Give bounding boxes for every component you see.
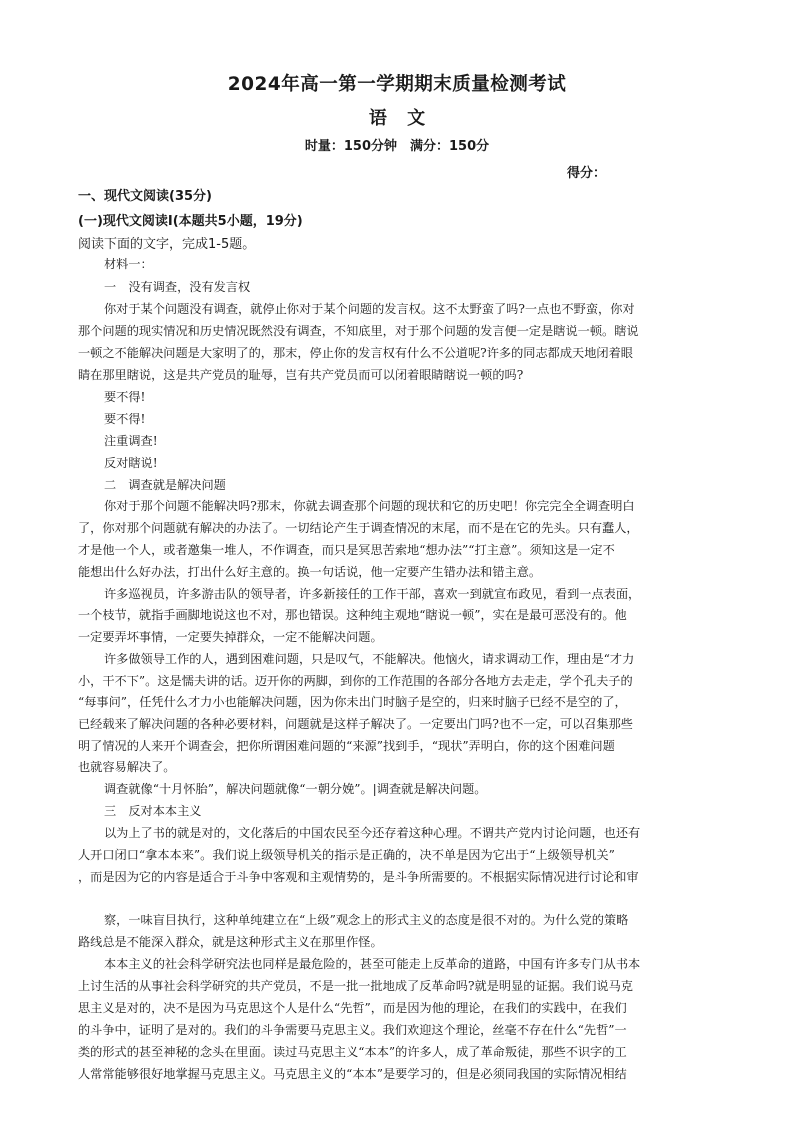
text-line: 要不得! — [104, 390, 146, 404]
text-line: 注重调查! — [104, 434, 158, 448]
text-line: 一定要弄坏事情，一定要失掉群众，一定不能解决问题。 — [78, 630, 383, 644]
text-line: 人常常能够很好地掌握马克思主义。马克思主义的“本本”是要学习的，但是必须同我国的实际情况相结 — [78, 1067, 627, 1081]
text-line: 才是他一个人，或者邀集一堆人，不作调查，而只是冥思苦索地“想办法”“打主意”。须知这是一定不 — [78, 543, 615, 557]
text-line: 思主义是对的，决不是因为马克思这个人是什么“先哲”，而是因为他的理论，在我们的实践中，在我们 — [78, 1001, 627, 1015]
text-line: 以为上了书的就是对的，文化落后的中国农民至今还存着这种心理。不谓共产党内讨论问题，也还有 — [104, 826, 641, 840]
text-line: 一顿之不能解决问题是大家明了的，那末，停止你的发言权有什么不公道呢?许多的同志都成天地闭着眼 — [78, 346, 633, 360]
text-line: 已经载来了解决问题的各种必要材料，问题就是这样子解决了。一定要出门吗?也不一定，可以召集那些 — [78, 717, 633, 731]
text-line: 也就容易解决了。 — [78, 760, 176, 774]
text-line: 那个问题的现实情况和历史情况既然没有调查，不知底里，对于那个问题的发言便一定是瞎说一顿。瞎说 — [78, 324, 639, 338]
text-line: 三 反对本本主义 — [104, 804, 202, 818]
instruction-text: 阅读下面的文字，完成1-5题。 — [78, 237, 256, 252]
text-line: 要不得! — [104, 412, 146, 426]
exam-meta: 时量：150分钟 满分：150分 — [304, 139, 490, 154]
text-line: “每事问”，任凭什么才力小也能解决问题，因为你未出门时脑子是空的，归来时脑子已经不是空的了， — [78, 695, 627, 709]
text-line: 你对于那个问题不能解决吗?那末，你就去调查那个问题的现状和它的历史吧！你完完全全调查明白 — [104, 499, 635, 513]
text-line: 小，干不下”。这是懦夫讲的话。迈开你的两脚，到你的工作范围的各部分各地方去走走，学个孔夫子的 — [78, 674, 633, 688]
text-line: 许多巡视员，许多游击队的领导者，许多新接任的工作干部，喜欢一到就宣布政见，看到一点表面， — [104, 587, 641, 601]
section-heading: 一、现代文阅读(35分) — [78, 189, 212, 204]
text-line: 上讨生活的从事社会科学研究的共产党员，不是一批一批地成了反革命吗?就是明显的证据。我们说马克 — [78, 979, 633, 993]
text-line: 你对于某个问题没有调查，就停止你对于某个问题的发言权。这不太野蛮了吗?一点也不野蛮，你对 — [104, 302, 635, 316]
text-line: 许多做领导工作的人，遇到困难问题，只是叹气，不能解决。他恼火，请求调动工作，理由是“才力 — [104, 652, 635, 666]
text-line: 类的形式的甚至神秘的念头在里面。读过马克思主义“本本”的许多人，成了革命叛徒，那些不识字的工 — [78, 1045, 627, 1059]
subject-heading: 语 文 — [368, 108, 426, 129]
text-line: ，而是因为它的内容是适合于斗争中客观和主观情势的，是斗争所需要的。不根据实际情况进行讨论和审 — [78, 870, 639, 884]
exam-title: 2024年高一第一学期期末质量检测考试 — [227, 74, 567, 95]
text-line: 了，你对那个问题就有解决的办法了。一切结论产生于调查情况的末尾，而不是在它的先头。只有蠢人， — [78, 521, 639, 535]
text-line: 本本主义的社会科学研究法也同样是最危险的，甚至可能走上反革命的道路，中国有许多专门从书本 — [104, 957, 641, 971]
score-label: 得分： — [567, 166, 607, 181]
text-line: 调查就像“十月怀胎”，解决问题就像“一朝分娩”。|调查就是解决问题。 — [104, 782, 487, 796]
text-line: 人开口闭口“拿本本来”。我们说上级领导机关的指示是正确的，决不单是因为它出于“上级领导机关” — [78, 848, 615, 862]
text-line: 二 调查就是解决问题 — [104, 478, 226, 492]
text-line: 明了情况的人来开个调查会，把你所谓困难问题的“来源”找到手，“现状”弄明白，你的这个困难问题 — [78, 739, 615, 753]
text-line: 的斗争中，证明了是对的。我们的斗争需要马克思主义。我们欢迎这个理论，丝毫不存在什么“先哲”一 — [78, 1023, 627, 1037]
text-line: 能想出什么好办法，打出什么好主意的。换一句话说，他一定要产生错办法和错主意。 — [78, 565, 542, 579]
text-line: 一 没有调查，没有发言权 — [104, 280, 251, 294]
text-line: 反对瞎说! — [104, 456, 158, 470]
text-line: 路线总是不能深入群众，就是这种形式主义在那里作怪。 — [78, 935, 383, 949]
text-line: 材料一： — [104, 257, 153, 271]
text-line: 察，一味盲目执行，这种单纯建立在“上级”观念上的形式主义的态度是很不对的。为什么党的策略 — [104, 913, 629, 927]
text-line: 一个枝节，就指手画脚地说这也不对，那也错误。这种纯主观地“瞎说一顿”，实在是最可恶没有的。他 — [78, 608, 627, 622]
subsection-heading: (一)现代文阅读Ⅰ(本题共5小题，19分) — [78, 214, 303, 229]
text-line: 睛在那里瞎说，这是共产党员的耻辱，岂有共产党员而可以闭着眼睛瞎说一顿的吗? — [78, 368, 524, 382]
